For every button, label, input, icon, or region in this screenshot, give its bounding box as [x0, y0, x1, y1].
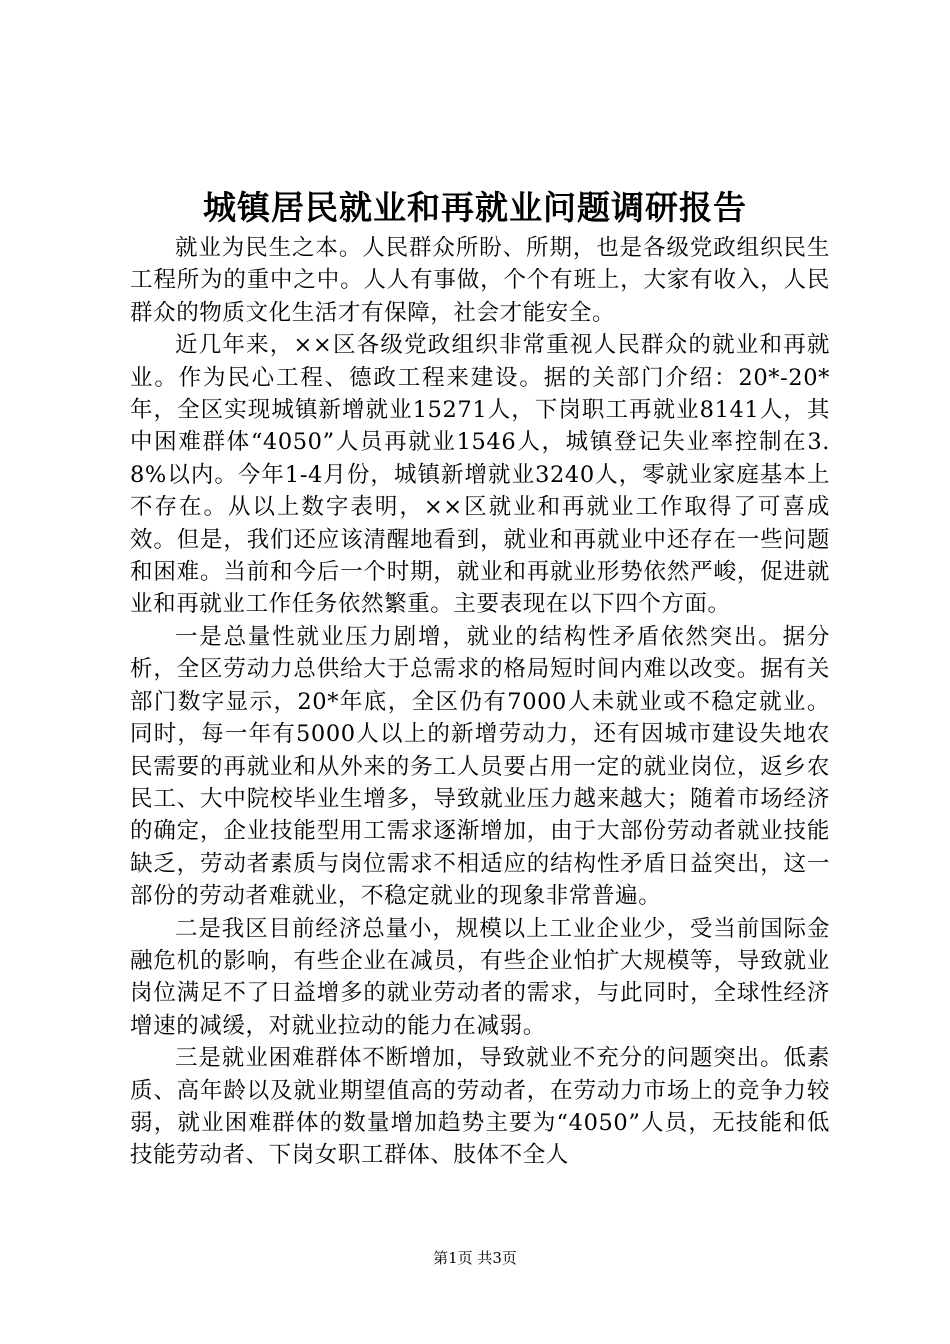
paragraph-point-one: 一是总量性就业压力剧增，就业的结构性矛盾依然突出。据分析，全区劳动力总供给大于总需求的格局短时间内难以改变。据有关部门数字显示，20*年底，全区仍有7000人未就业或不稳定就业。同时，每一年有5000人以上的新增劳动力，还有因城市建设失地农民需要的再就业和从外来的务工人员要占用一定的就业岗位，返乡农民工、大中院校毕业生增多，导致就业压力越来越大；随着市场经济的确定，企业技能型用工需求逐渐增加，由于大部份劳动者就业技能缺乏，劳动者素质与岗位需求不相适应的结构性矛盾日益突出，这一部份的劳动者难就业，不稳定就业的现象非常普遍。	[130, 623, 830, 910]
paragraph-point-two: 二是我区目前经济总量小，规模以上工业企业少，受当前国际金融危机的影响，有些企业在减员，有些企业怕扩大规模等，导致就业岗位满足不了日益增多的就业劳动者的需求，与此同时，全球性经济增速的减缓，对就业拉动的能力在减弱。	[130, 915, 830, 1039]
document-body	[130, 232, 830, 1172]
paragraph-intro: 就业为民生之本。人民群众所盼、所期，也是各级党政组织民生工程所为的重中之中。人人有事做，个个有班上，大家有收入，人民群众的物质文化生活才有保障，社会才能安全。	[130, 235, 830, 326]
page-footer: 第1页 共3页	[433, 1249, 517, 1267]
document-title: 城镇居民就业和再就业问题调研报告	[203, 188, 747, 227]
paragraph-point-three: 三是就业困难群体不断增加，导致就业不充分的问题突出。低素质、高年龄以及就业期望值高的劳动者，在劳动力市场上的竞争力较弱，就业困难群体的数量增加趋势主要为“4050”人员，无技能和低技能劳动者、下岗女职工群体、肢体不全人	[130, 1045, 830, 1169]
paragraph-overview: 近几年来，××区各级党政组织非常重视人民群众的就业和再就业。作为民心工程、德政工程来建设。据的关部门介绍：20*-20*年，全区实现城镇新增就业15271人，下岗职工再就业8141人，其中困难群体“4050”人员再就业1546人，城镇登记失业率控制在3.8%以内。今年1-4月份，城镇新增就业3240人，零就业家庭基本上不存在。从以上数字表明，××区就业和再就业工作取得了可喜成效。但是，我们还应该清醒地看到，就业和再就业中还存在一些问题和困难。当前和今后一个时期，就业和再就业形势依然严峻，促进就业和再就业工作任务依然繁重。主要表现在以下四个方面。	[130, 332, 830, 618]
